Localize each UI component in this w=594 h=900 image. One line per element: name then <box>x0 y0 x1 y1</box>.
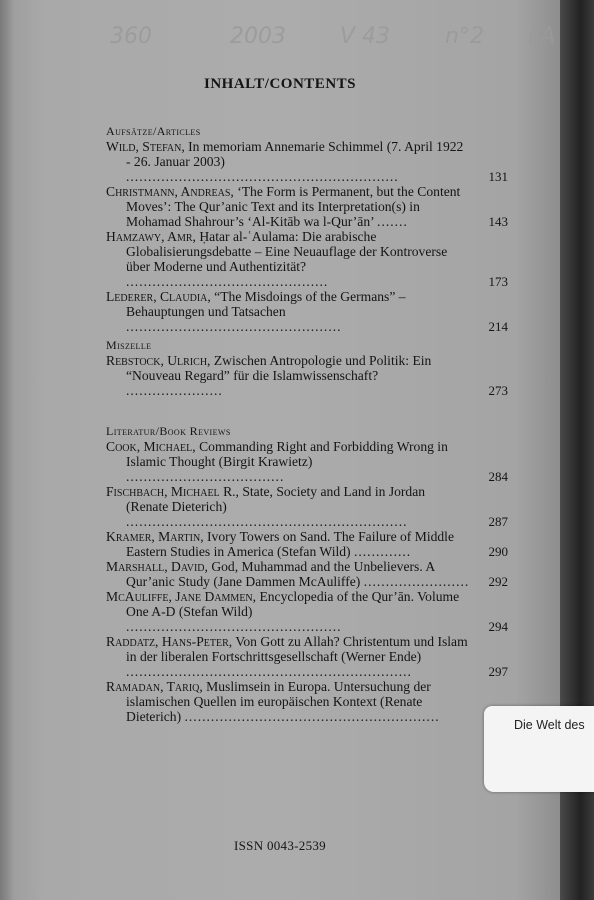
handwritten-note: n°2 <box>445 24 484 49</box>
toc-entry <box>106 559 506 589</box>
toc-entry <box>106 229 506 289</box>
leader-dots: .............................................. <box>126 274 329 289</box>
handwritten-note: 2003 <box>230 24 286 49</box>
entry-title: ‘The Form is Permanent, but the Content Moves’: The Qur’anic Text and its Interpretation(s) in Mohamad Shahrour’s ‘Al-Kitāb wa l-Qur’ān’ <box>126 184 461 229</box>
entry-author: Rebstock, Ulrich, <box>106 353 211 368</box>
page-title: INHALT/CONTENTS <box>204 76 356 92</box>
leader-dots: ........................ <box>363 574 470 589</box>
entry-title: In memoriam Annemarie Schimmel (7. April 1922 - 26. Januar 2003) <box>126 139 464 169</box>
entry-page: 292 <box>488 574 508 589</box>
entry-author: Wild, Stefan, <box>106 139 185 154</box>
toc-section-book-reviews <box>106 424 506 724</box>
toc-entry <box>106 529 506 559</box>
handwritten-note: V 43 <box>340 24 391 49</box>
section-title: Miszelle <box>106 338 152 352</box>
entry-title: Encyclopedia of the Qur’ān. Volume One A-D (Stefan Wild) <box>126 589 460 619</box>
library-sticker <box>484 706 594 792</box>
entry-author: McAuliffe, Jane Dammen, <box>106 589 257 604</box>
entry-title: Ḥatar al-ʿAulama: Die arabische Globalisierungsdebatte – Eine Neuauflage der Kontroverse über Moderne und Authentizität? <box>126 229 448 274</box>
leader-dots: .............................................................. <box>126 169 399 184</box>
entry-page: 287 <box>488 514 508 529</box>
toc-entry <box>106 289 506 334</box>
entry-author: Raddatz, Hans-Peter, <box>106 634 233 649</box>
entry-title: God, Muhammad and the Unbelievers. A Qur’anic Study (Jane Dammen McAuliffe) <box>126 559 435 589</box>
toc-entry <box>106 439 506 484</box>
entry-author: Kramer, Martin, <box>106 529 204 544</box>
toc-entry <box>106 484 506 529</box>
toc-entry <box>106 589 506 634</box>
handwritten-notes <box>110 24 570 54</box>
entry-author: Lederer, Claudia, <box>106 289 211 304</box>
entry-page: 173 <box>488 274 508 289</box>
entry-author: Hamzawy, Amr, <box>106 229 196 244</box>
toc-section-miszelle <box>106 338 506 398</box>
entry-title: Commanding Right and Forbidding Wrong in Islamic Thought (Birgit Krawietz) <box>126 439 448 469</box>
entry-page: 214 <box>488 319 508 334</box>
entry-title: Zwischen Antropologie und Politik: Ein “Nouveau Regard” für die Islamwissenschaft? <box>126 353 432 383</box>
leader-dots: ............. <box>353 544 412 559</box>
leader-dots: ....... <box>377 214 408 229</box>
leader-dots: ................................................. <box>126 319 342 334</box>
entry-page: 131 <box>488 169 508 184</box>
toc-section-articles <box>106 124 506 334</box>
entry-page: 297 <box>488 664 508 679</box>
section-title: Literatur/Book Reviews <box>106 424 231 438</box>
toc-entry <box>106 353 506 398</box>
handwritten-note: LA <box>528 24 556 49</box>
entry-page: 273 <box>488 383 508 398</box>
leader-dots: ................................................................. <box>126 664 412 679</box>
leader-dots: .................................... <box>126 469 285 484</box>
entry-page: 290 <box>488 544 508 559</box>
leader-dots: ................................................. <box>126 619 342 634</box>
entry-author: Ramadan, Tariq, <box>106 679 203 694</box>
sticker-text: Die Welt des <box>514 718 585 732</box>
section-title: Aufsätze/Articles <box>106 124 201 138</box>
entry-page: 294 <box>488 619 508 634</box>
entry-title: State, Society and Land in Jordan (Renate Dieterich) <box>126 484 426 514</box>
entry-author: Cook, Michael, <box>106 439 196 454</box>
entry-title: Von Gott zu Allah? Christentum und Islam in der liberalen Fortschrittsgesellschaft (Werner Ende) <box>126 634 468 664</box>
issn-number: ISSN 0043-2539 <box>234 838 326 853</box>
entry-author: Fischbach, Michael R., <box>106 484 239 499</box>
entry-title: Muslimsein in Europa. Untersuchung der islamischen Quellen im europäischen Kontext (Renate Dieterich) <box>126 679 431 724</box>
entry-page: 284 <box>488 469 508 484</box>
entry-title: Ivory Towers on Sand. The Failure of Middle Eastern Studies in America (Stefan Wild) <box>126 529 454 559</box>
entry-title: “The Misdoings of the Germans” – Behauptungen und Tatsachen <box>126 289 406 319</box>
leader-dots: ...................... <box>126 383 223 398</box>
leader-dots: ................................................................ <box>126 514 408 529</box>
toc-entry <box>106 139 506 184</box>
entry-author: Christmann, Andreas, <box>106 184 234 199</box>
toc-entry <box>106 679 506 724</box>
entry-page: 143 <box>488 214 508 229</box>
entry-author: Marshall, David, <box>106 559 208 574</box>
toc-entry <box>106 184 506 229</box>
leader-dots: .......................................................... <box>184 709 440 724</box>
page-shadow <box>0 0 14 900</box>
handwritten-note: 360 <box>110 24 152 49</box>
toc-entry <box>106 634 506 679</box>
